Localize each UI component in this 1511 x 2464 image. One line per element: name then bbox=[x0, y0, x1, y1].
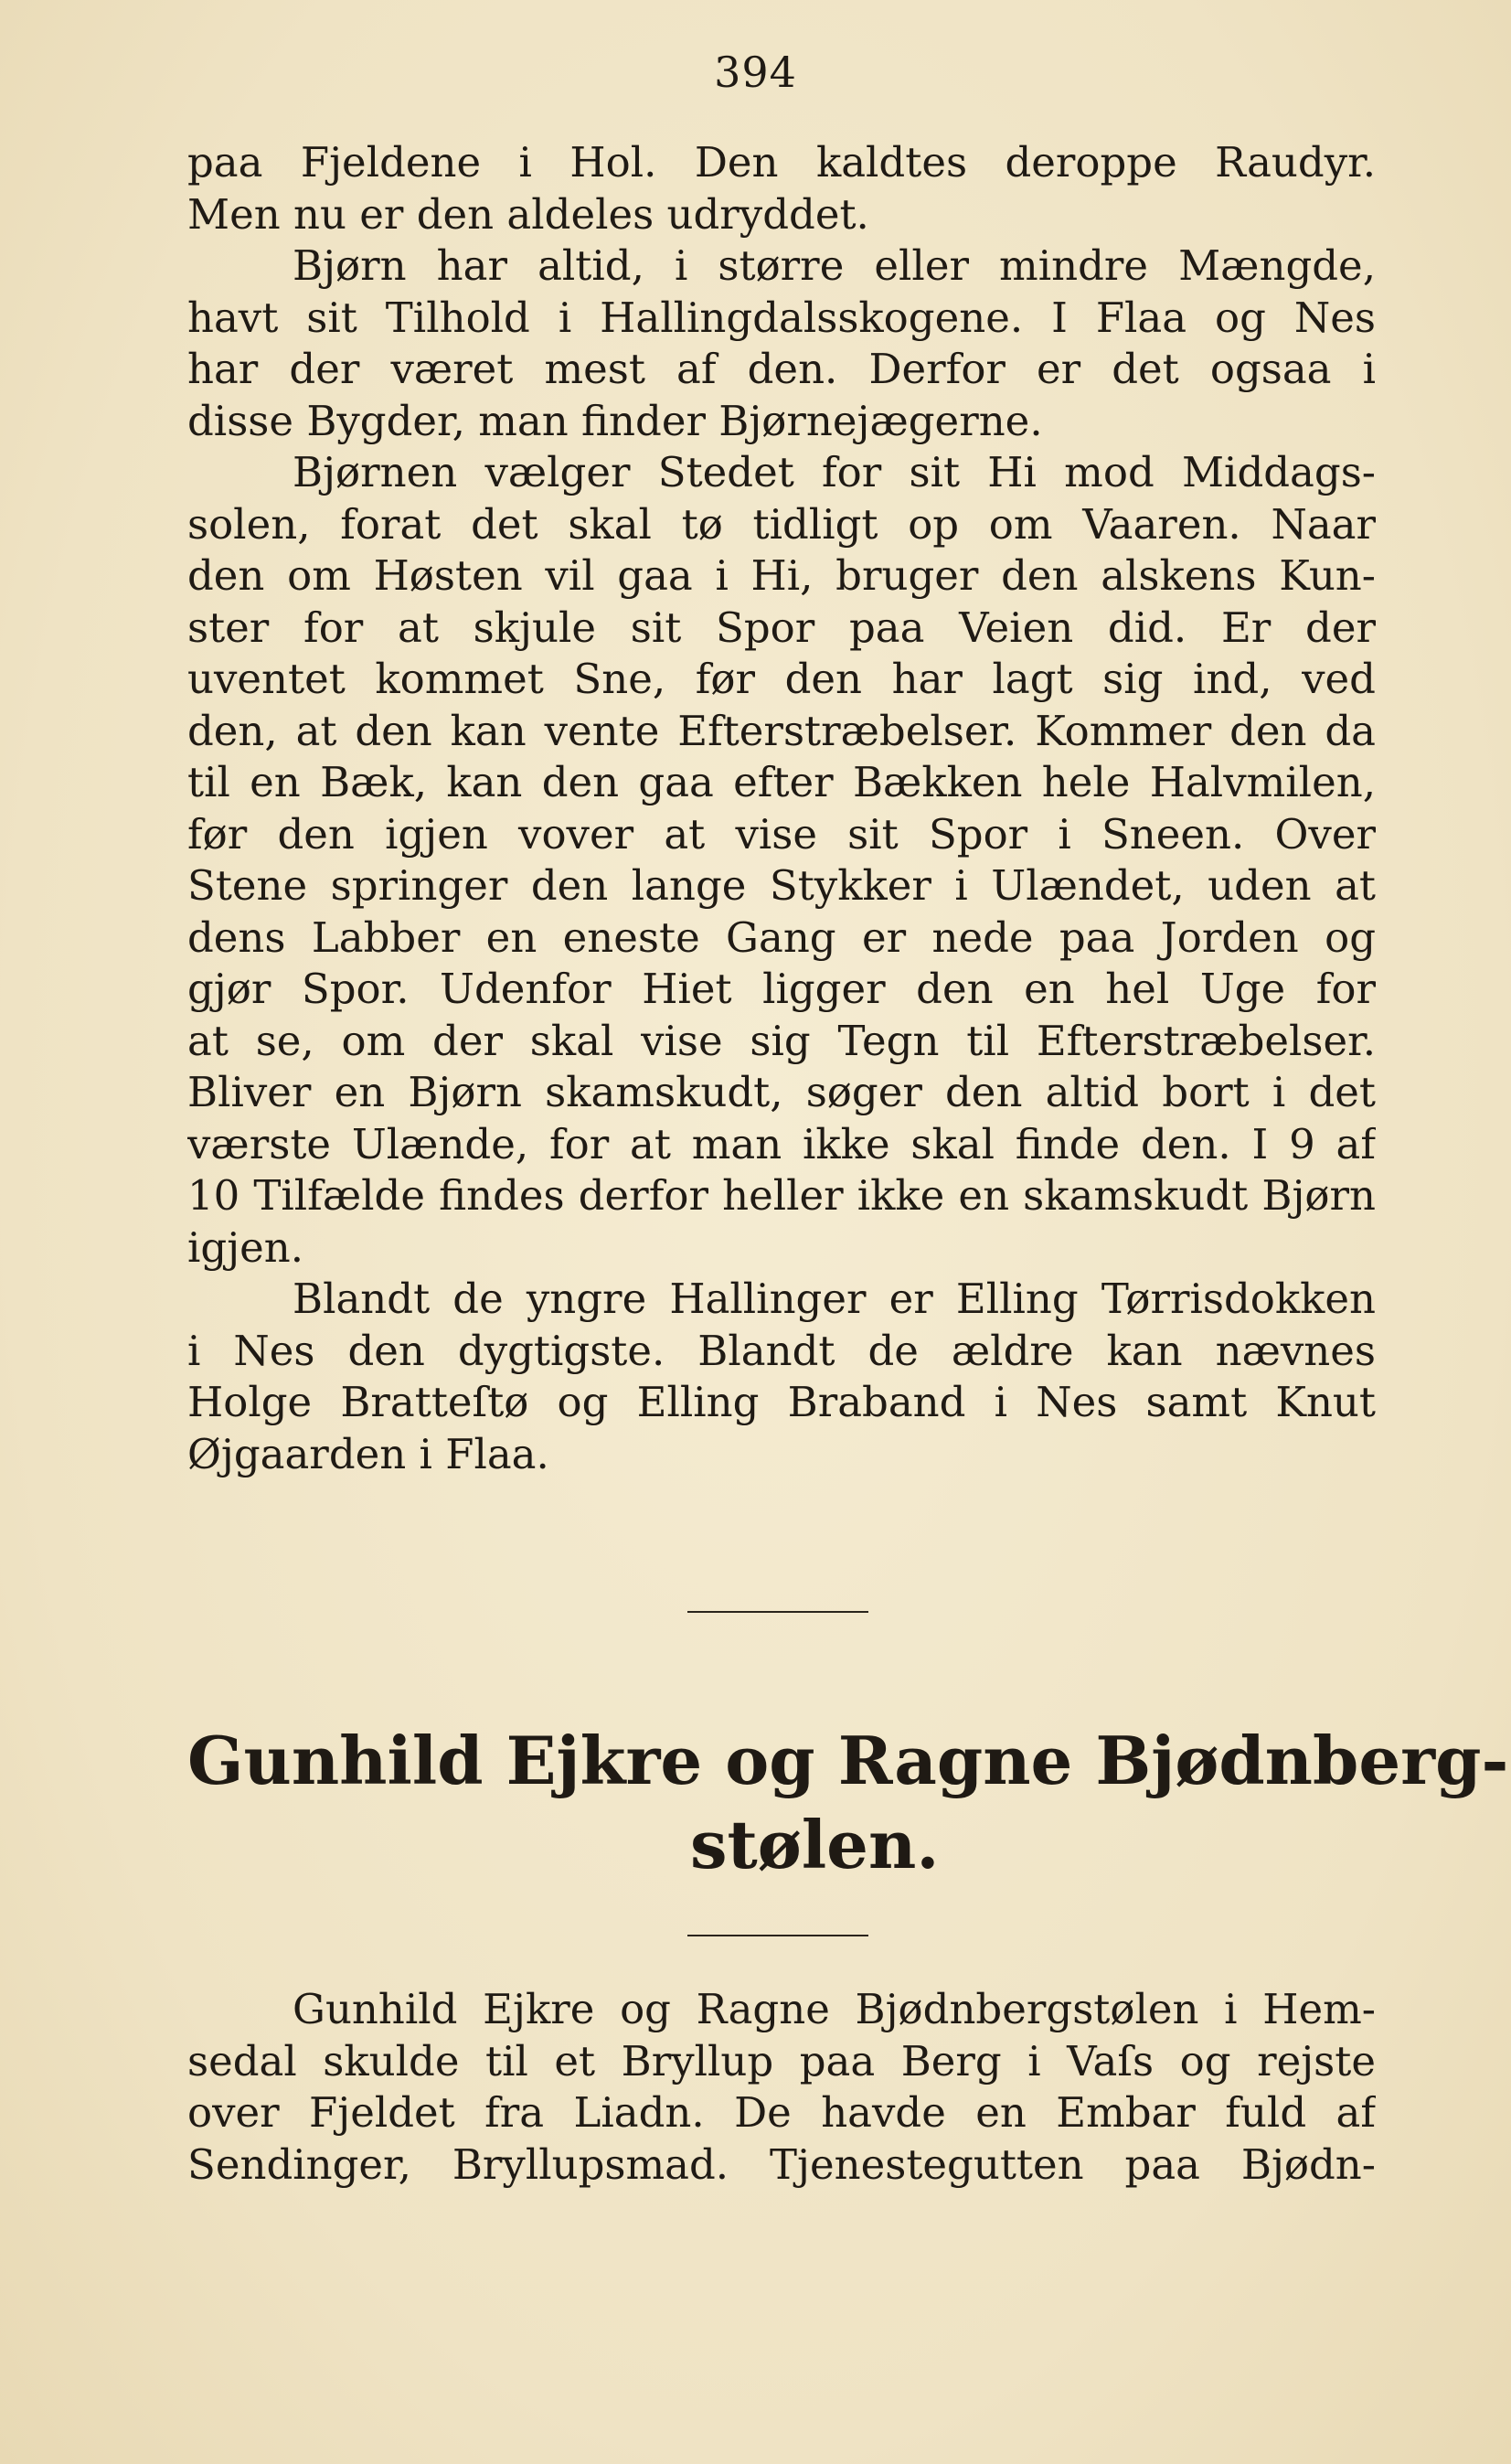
heading-divider bbox=[687, 1935, 868, 1936]
text-line: Stene springer den lange Stykker i Ulændet, uden at bbox=[187, 861, 1376, 910]
text-line: Blandt de yngre Hallinger er Elling Tørrisdokken bbox=[293, 1275, 1376, 1323]
text-line: gjør Spor. Udenfor Hiet ligger den en hel Uge for bbox=[187, 965, 1376, 1013]
text-line: Holge Bratteſtø og Elling Braband i Nes samt Knut bbox=[187, 1378, 1376, 1426]
text-line: dens Labber en eneste Gang er nede paa Jorden og bbox=[187, 912, 1376, 962]
text-line: i Nes den dygtigste. Blandt de ældre kan nævnes bbox=[187, 1326, 1376, 1375]
chapter-heading-line: stølen. bbox=[690, 1806, 940, 1883]
section-divider bbox=[687, 1611, 868, 1613]
chapter-heading bbox=[187, 1719, 1509, 1887]
text-line: paa Fjeldene i Hol. Den kaldtes deroppe Raudyr. bbox=[187, 138, 1376, 187]
text-line: før den igjen vover at vise sit Spor i Sneen. Over bbox=[187, 809, 1376, 859]
text-line: over Fjeldet fra Liadn. De havde en Embar fuld af bbox=[187, 2088, 1376, 2137]
text-line: at se, om der skal vise sig Tegn til Efterstræbelser. bbox=[187, 1016, 1376, 1065]
text-line: den om Høsten vil gaa i Hi, bruger den alskens Kun- bbox=[187, 551, 1376, 600]
text-line: 10 Tilfælde findes derfor heller ikke en skamskudt Bjørn bbox=[187, 1171, 1376, 1220]
text-line: solen, forat det skal tø tidligt op om Vaaren. Naar bbox=[187, 499, 1376, 549]
text-line: uventet kommet Sne, før den har lagt sig ind, ved bbox=[187, 655, 1376, 703]
paragraph bbox=[187, 447, 1376, 1274]
text-line: Gunhild Ejkre og Ragne Bjødnbergstølen i Hem- bbox=[293, 1985, 1376, 2033]
text-line: havt sit Tilhold i Hallingdalsskogene. I Flaa og Nes bbox=[187, 293, 1376, 342]
text-line: Bjørnen vælger Stedet for sit Hi mod Middags- bbox=[293, 448, 1376, 496]
text-line: ster for at skjule sit Spor paa Veien did. Er der bbox=[187, 603, 1376, 652]
text-line: værste Ulænde, for at man ikke skal finde den. I 9 af bbox=[187, 1119, 1376, 1168]
text-line: til en Bæk, kan den gaa efter Bækken hele Halvmilen, bbox=[187, 758, 1376, 806]
paragraph bbox=[187, 1274, 1376, 1480]
chapter-text bbox=[187, 1984, 1376, 2191]
text-line: Øjgaarden i Flaa. bbox=[187, 1429, 549, 1478]
text-line: Men nu er den aldeles udryddet. bbox=[187, 189, 869, 239]
text-line: Sendinger, Bryllupsmad. Tjenestegutten paa Bjødn- bbox=[187, 2139, 1376, 2189]
text-line: igjen. bbox=[187, 1222, 304, 1272]
text-line: Bliver en Bjørn skamskudt, søger den altid bort i det bbox=[187, 1068, 1376, 1116]
page-number: 394 bbox=[714, 48, 797, 97]
text-line: sedal skulde til et Bryllup paa Berg i Vaſs og rejste bbox=[187, 2036, 1376, 2085]
text-line: disse Bygder, man finder Bjørnejægerne. bbox=[187, 396, 1043, 445]
text-line: har der været mest af den. Derfor er det ogsaa i bbox=[187, 345, 1376, 393]
text-line: Bjørn har altid, i større eller mindre Mængde, bbox=[293, 241, 1376, 290]
text-line: den, at den kan vente Efterstræbelser. Kommer den da bbox=[187, 706, 1376, 755]
chapter-heading-line: Gunhild Ejkre og Ragne Bjødnberg- bbox=[187, 1722, 1509, 1799]
body-text bbox=[187, 137, 1376, 1480]
paragraph bbox=[187, 240, 1376, 447]
paragraph bbox=[187, 137, 1376, 240]
